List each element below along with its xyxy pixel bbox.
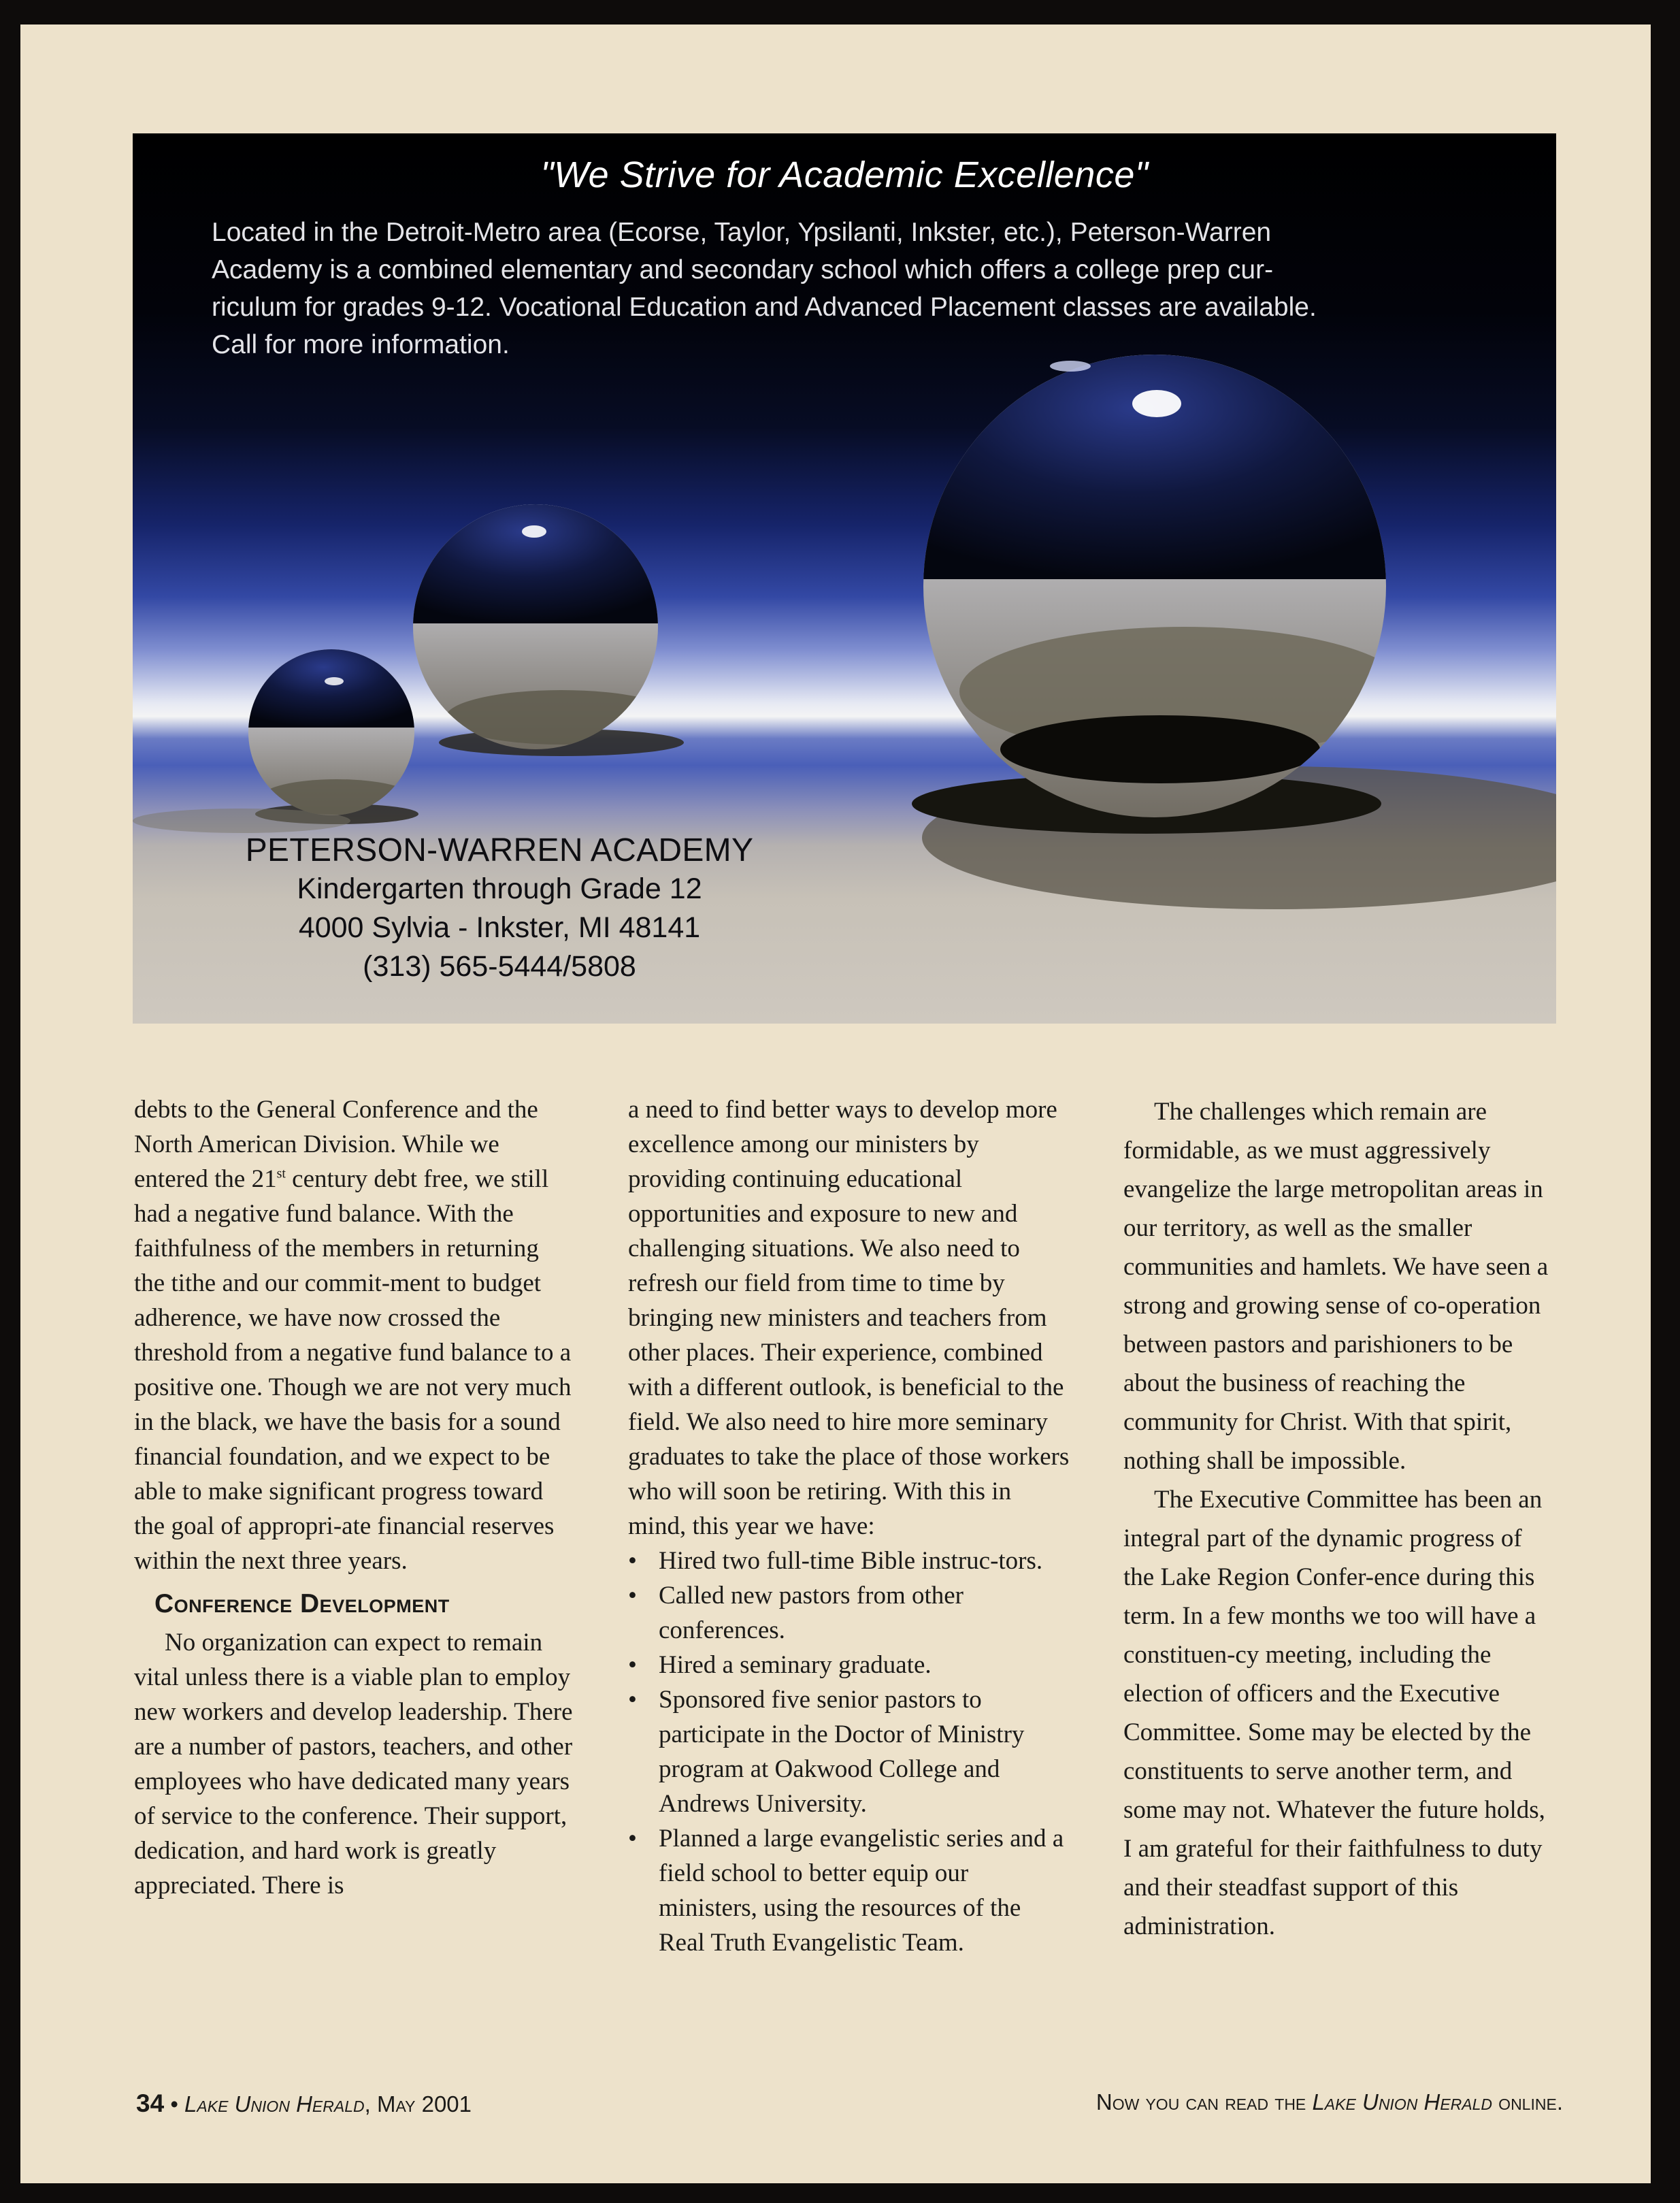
page-footer-right: Now you can read the Lake Union Herald online. [1096, 2089, 1563, 2115]
academy-advertisement [133, 133, 1556, 1024]
footer-separator: • [164, 2091, 185, 2117]
ad-description [212, 214, 1504, 363]
bullet-icon: • [628, 1651, 637, 1679]
school-phone: (313) 565-5444/5808 [363, 950, 636, 983]
publication-name: Lake Union Herald [1312, 2089, 1493, 2115]
article-paragraph: The challenges which remain are formidable, as we must aggressively evangelize the large metropolitan areas in our territory, as well as the smaller communities and hamlets. We have seen a strong and growing sense of co-operation between pastors and parishioners to be about the business of reaching the community for Christ. With that spirit, nothing shall be impossible. [1123, 1098, 1549, 1475]
list-item: • Called new pastors from other conferences. [628, 1578, 1070, 1648]
article-paragraph: a need to find better ways to develop more excellence among our ministers by providing continuing educational opportunities and exposure to new and challenging situations. We also need to refresh our field from time to time by bringing new ministers and teachers from other places. Their experience, combined with a different outlook, is beneficial to the field. We also need to hire more seminary graduates to take the place of those workers who will soon be retiring. With this in mind, this year we have: [628, 1096, 1070, 1540]
ad-description-line: Call for more information. [212, 330, 510, 359]
issue-date: , May 2001 [364, 2091, 472, 2117]
school-grades: Kindergarten through Grade 12 [297, 872, 702, 905]
bullet-icon: • [628, 1547, 637, 1575]
bullet-icon: • [628, 1825, 637, 1853]
accomplishments-list [628, 1544, 1070, 1960]
article-column-3 [1123, 1092, 1559, 1946]
school-name: PETERSON-WARREN ACADEMY [245, 832, 754, 868]
publication-name: Lake Union Herald [184, 2091, 365, 2117]
ad-description-line: Academy is a combined elementary and secondary school which offers a college prep cur- [212, 255, 1274, 284]
ad-description-line: riculum for grades 9-12. Vocational Education and Advanced Placement classes are available. [212, 293, 1317, 322]
list-item: • Planned a large evangelistic series and a field school to better equip our ministers, using the resources of the Real Truth Evangelistic Team. [628, 1821, 1070, 1960]
ad-headline: "We Strive for Academic Excellence" [540, 154, 1149, 195]
list-item: • Hired a seminary graduate. [628, 1648, 1070, 1682]
list-item: • Sponsored five senior pastors to participate in the Doctor of Ministry program at Oakwood College and Andrews University. [628, 1682, 1070, 1821]
school-address: 4000 Sylvia - Inkster, MI 48141 [298, 911, 701, 944]
page-number: 34 [136, 2089, 165, 2117]
article-paragraph: debts to the General Conference and the North American Division. While we entered the 21st century debt free, we still had a negative fund balance. With the faithfulness of the members in returning the tithe and our commit-ment to budget adherence, we have now crossed the threshold from a negative fund balance to a positive one. Though we are not very much in the black, we have the basis for a sound financial foundation, and we expect to be able to make significant progress toward the goal of appropri-ate financial reserves within the next three years. [134, 1096, 572, 1575]
medium-chrome-sphere [412, 501, 677, 753]
list-item: • Hired two full-time Bible instruc-tors. [628, 1544, 1070, 1578]
large-chrome-sphere [922, 351, 1409, 828]
ad-description-line: Located in the Detroit-Metro area (Ecorse, Taylor, Ypsilanti, Inkster, etc.), Peterson-Warren [212, 218, 1272, 247]
bullet-icon: • [628, 1686, 637, 1714]
article-paragraph: The Executive Committee has been an integral part of the dynamic progress of the Lake Region Confer-ence during this term. In a few months we too will have a constituen-cy meeting, including the election of officers and the Executive Committee. Some may be elected by the constituents to serve another term, and some may not. Whatever the future holds, I am grateful for their faithfulness to duty and their steadfast support of this administration. [1123, 1486, 1545, 1940]
section-heading: Conference Development [154, 1589, 450, 1618]
small-chrome-sphere [247, 647, 417, 817]
bullet-icon: • [628, 1582, 637, 1610]
page-footer-left [136, 2089, 472, 2118]
article-paragraph: No organization can expect to remain vital unless there is a viable plan to employ new workers and develop leadership. There are a number of pastors, teachers, and other employees who have dedicated many years of service to the conference. Their support, dedication, and hard work is greatly appreciated. There is [134, 1629, 573, 1899]
article-column-1 [134, 1092, 575, 1903]
article-column-2 [628, 1092, 1070, 1960]
